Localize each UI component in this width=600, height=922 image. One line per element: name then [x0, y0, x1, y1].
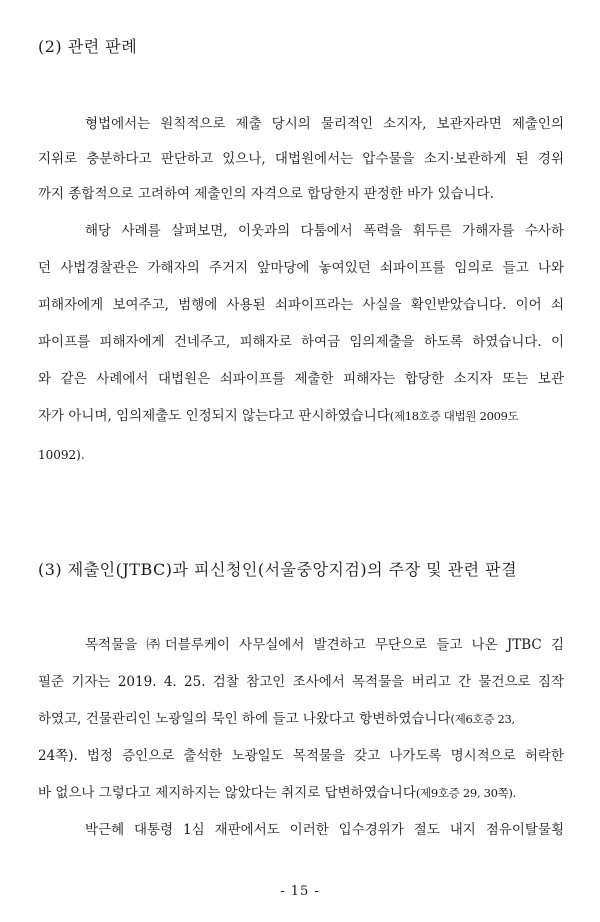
section-heading: (2) 관련 판례 [38, 37, 138, 56]
text-line: 필준 기자는 2019. 4. 25. 검찰 참고인 조사에서 목적물을 버리고 간 물건으로 짐작 [38, 674, 564, 690]
page-number: - 15 - [280, 884, 320, 899]
text-line: 박근혜 대통령 1심 재판에서도 이러한 입수경위가 절도 내지 점유이탈물횡 [85, 822, 564, 838]
text-line: 해당 사례를 살펴보면, 이웃과의 다툼에서 폭력을 휘두른 가해자를 수사하 [85, 223, 564, 239]
text-line: 지위로 충분하다고 판단하고 있으나, 대법원에서는 압수물을 소지·보관하게 된 경위 [38, 151, 564, 167]
text-line: 10092). [38, 448, 85, 462]
citation: (제6호증 23, [450, 712, 515, 726]
text-segment: 자가 아니며, 임의제출도 인정되지 않는다고 판시하였습니다 [38, 408, 390, 424]
citation: (제9호증 29, 30쪽). [415, 786, 516, 800]
text-line: 던 사법경찰관은 가해자의 주거지 앞마당에 놓여있던 쇠파이프를 임의로 들고 나와 [38, 260, 564, 276]
section-heading: (3) 제출인(JTBC)과 피신청인(서울중앙지검)의 주장 및 관련 판결 [38, 560, 518, 579]
text-line: 파이프를 피해자에게 건네주고, 피해자로 하여금 임의제출을 하도록 하였습니다. 이 [38, 334, 564, 350]
text-segment: 바 없으나 그렇다고 제지하지는 않았다는 취지로 답변하였습니다 [38, 785, 416, 801]
text-line [38, 784, 564, 802]
text-line [38, 710, 564, 728]
text-line: 형법에서는 원칙적으로 제출 당시의 물리적인 소지자, 보관자라면 제출인의 [85, 116, 564, 132]
text-segment: 하였고, 건물관리인 노광일의 묵인 하에 들고 나왔다고 항변하였습니다 [38, 711, 451, 727]
text-line: 와 같은 사례에서 대법원은 쇠파이프를 제출한 피해자는 합당한 소지자 또는 보관 [38, 371, 564, 387]
text-line: 까지 종합적으로 고려하여 제출인의 자격으로 합당한지 판정한 바가 있습니다. [38, 186, 494, 202]
citation: (제18호증 대법원 2009도 [389, 409, 519, 423]
text-line: 목적물을 ㈜더블루케이 사무실에서 발견하고 무단으로 들고 나온 JTBC 김 [85, 637, 564, 653]
text-line: 24쪽). 법정 증인으로 출석한 노광일도 목적물을 갖고 나가도록 명시적으로 허락한 [38, 748, 564, 764]
text-line: 피해자에게 보여주고, 범행에 사용된 쇠파이프라는 사실을 확인받았습니다. 이어 쇠 [38, 297, 564, 313]
text-line [38, 407, 564, 425]
